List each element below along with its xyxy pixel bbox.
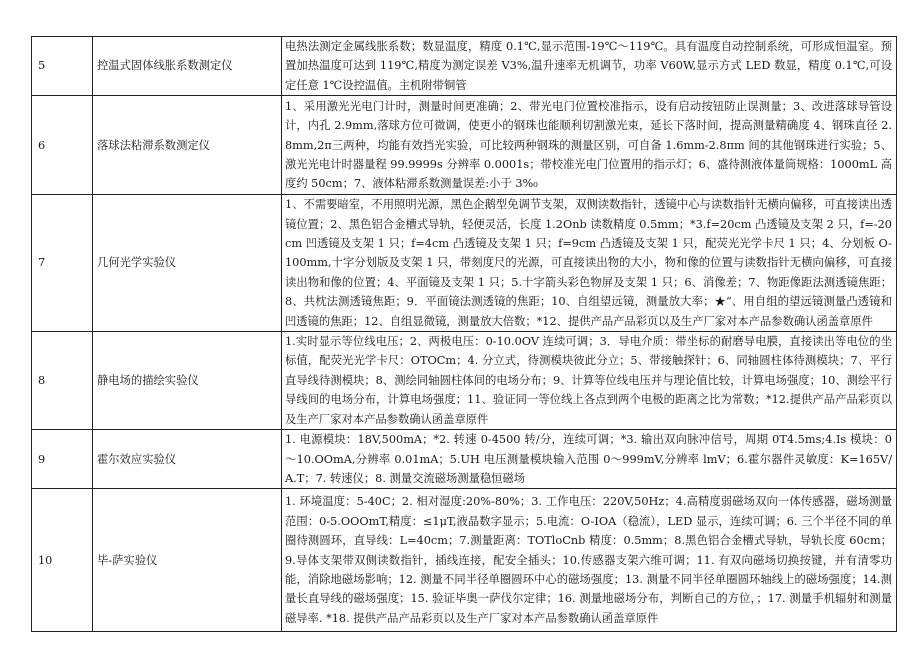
table-row <box>32 332 897 430</box>
item-name: 落球法粘滞系数测定仪 <box>93 96 282 195</box>
item-description: 1.实时显示等位线电压；2、两极电压：0-10.0OV 连续可调；3．导电介质：带坐标的耐磨导电膜，直接读出等电位的坐标值，配荧光光学卡尺：OTOCm；4. 分立式，待测模块彼此分立；5、带接触探针；6、同轴圆柱体待测模块；7、平行直导线待测模块；8、测绘同轴圆柱体间的电场分布；9、计算等位线电压并与理论值比较，计算电场强度；10、测绘平行导线间的电场分布，计算电场强度；11、验证同一等位线上各点到两个电极的距离之比为常数；*12.提供产品产品彩页以及生产厂家对本产品参数确认函盖章原件 <box>282 332 897 430</box>
table-row <box>32 195 897 332</box>
item-description: 1. 环境温度：5-40C；2. 相对湿度:20%-80%；3. 工作电压：220V,50Hz；4.高精度弱磁场双向一体传感器，磁场测量范围：0-5.OOOmT,精度：≤1μT,液晶数字显示；5.电流：O-IOA（稳流），LED 显示，连续可调；6. 三个半径不同的单圈待测圆环，直导线：L=40cm；7.测量距离：TOTloCnb 精度：0.5mm；8.黑色铝合金槽式导轨，导轨长度 60cm；9.导体支架带双侧读数指针，插线连接，配安全插头；10.传感器支架六维可调；11. 有双向磁场切换按键，并有清零功能，消除地磁场影响；12. 测量不同半径单圈圆环中心的磁场强度；13. 测量不同半径单圈圆环轴线上的磁场强度；14.测量长直导线的磁场强度；15. 验证毕奥一萨伐尔定律；16. 测量地磁场分布，判断自己的方位，；17. 测量手机辐射和测量磁导率. *18. 提供产品产品彩页以及生产厂家对本产品参数确认函盖章原件 <box>282 489 897 632</box>
equipment-spec-table <box>31 36 897 632</box>
item-number: 10 <box>32 489 93 632</box>
item-name: 几何光学实验仪 <box>93 195 282 332</box>
item-description: 电热法测定金属线胀系数；数显温度，精度 0.1℃,显示范围-19℃～119℃。具有温度自动控制系统，可形成恒温室。预置加热温度可达到 119℃,精度为测定误差 V3%,温升速率无机调节，功率 V60W,显示方式 LED 数显，精度 0.1℃,可设定任意 1℃设控温值。主机附带铜管 <box>282 37 897 96</box>
item-name: 霍尔效应实验仪 <box>93 430 282 489</box>
table-row <box>32 37 897 96</box>
item-number: 7 <box>32 195 93 332</box>
item-number: 5 <box>32 37 93 96</box>
table-row <box>32 489 897 632</box>
table-row <box>32 430 897 489</box>
item-description: 1. 电源模块：18V,500mA；*2. 转速 0-4500 转/分，连续可调；*3. 输出双向脉冲信号，周期 0T4.5ms;4.Is 模块：0～10.OOmA,分辨率 0.01mA；5.UH 电压测量模块输入范围 0～999mV,分辨率 lmV；6.霍尔器件灵敏度：K=165V/A.T；7. 转速仪；8. 测量交流磁场测量稳恒磁场 <box>282 430 897 489</box>
item-name: 控温式固体线胀系数测定仪 <box>93 37 282 96</box>
item-description: 1、不需要暗室，不用照明光源，黑色企鹅型免调节支架，双侧读数指针，透镜中心与读数指针无横向偏移，可直接读出透镜位置；2、黑色铝合金槽式导轨，轻便灵活，长度 1.2Onb 读数精度 0.5mm；*3.f=20cm 凸透镜及支架 2 只，f=-20cm 凹透镜及支架 1 只；f=4cm 凸透镜及支架 1 只；f=9cm 凸透镜及支架 1 只，配荧光光学卡尺 1 只；4、分划板 O-100mm,十字分划版及支架 1 只，带刻度尺的光源，可直接读出物的大小，物和像的位置与读数指针无横向偏移，可直接读出物和像的位置；4、平面镜及支架 1 只；5.十字箭头彩色物屏及支架 1 只；6、消像差；7、物距像距法测透镜焦距；8、共枕法测透镜焦距；9．平面镜法测透镜的焦距；10、自组望远镜，测量放大率；★“、用自组的望远镜测量凸透镜和凹透镜的焦距；12、自组显微镜，测量放大倍数；*12、提供产品产品彩页以及生产厂家对本产品参数确认函盖章原件 <box>282 195 897 332</box>
item-number: 9 <box>32 430 93 489</box>
item-name: 毕-萨实验仪 <box>93 489 282 632</box>
item-number: 6 <box>32 96 93 195</box>
item-description: 1、采用激光光电门计时，测量时间更准确；2、带光电门位置校准指示，设有启动按钮防止误测量；3、改进落球导管设计，内孔 2.9mm,落球方位可微调，使更小的钢珠也能顺利切割激光束，延长下落时间，提高测量精确度 4、钢珠直径 2.8mm,2π三两种，均能有效挡光实验，可比较两种钢珠的测量区别，可自备 1.6mm-2.8πm 间的其他钢珠进行实验；5、激光光电计时器量程 99.9999s 分辨率 0.0001s；带校准光电门位置用的指示灯；6、盛待测液体量筒规格：1000mL 高度约 50cm；7、液体粘滞系数测量误差:小于 3%₀ <box>282 96 897 195</box>
item-name: 静电场的描绘实验仪 <box>93 332 282 430</box>
item-number: 8 <box>32 332 93 430</box>
table-row <box>32 96 897 195</box>
